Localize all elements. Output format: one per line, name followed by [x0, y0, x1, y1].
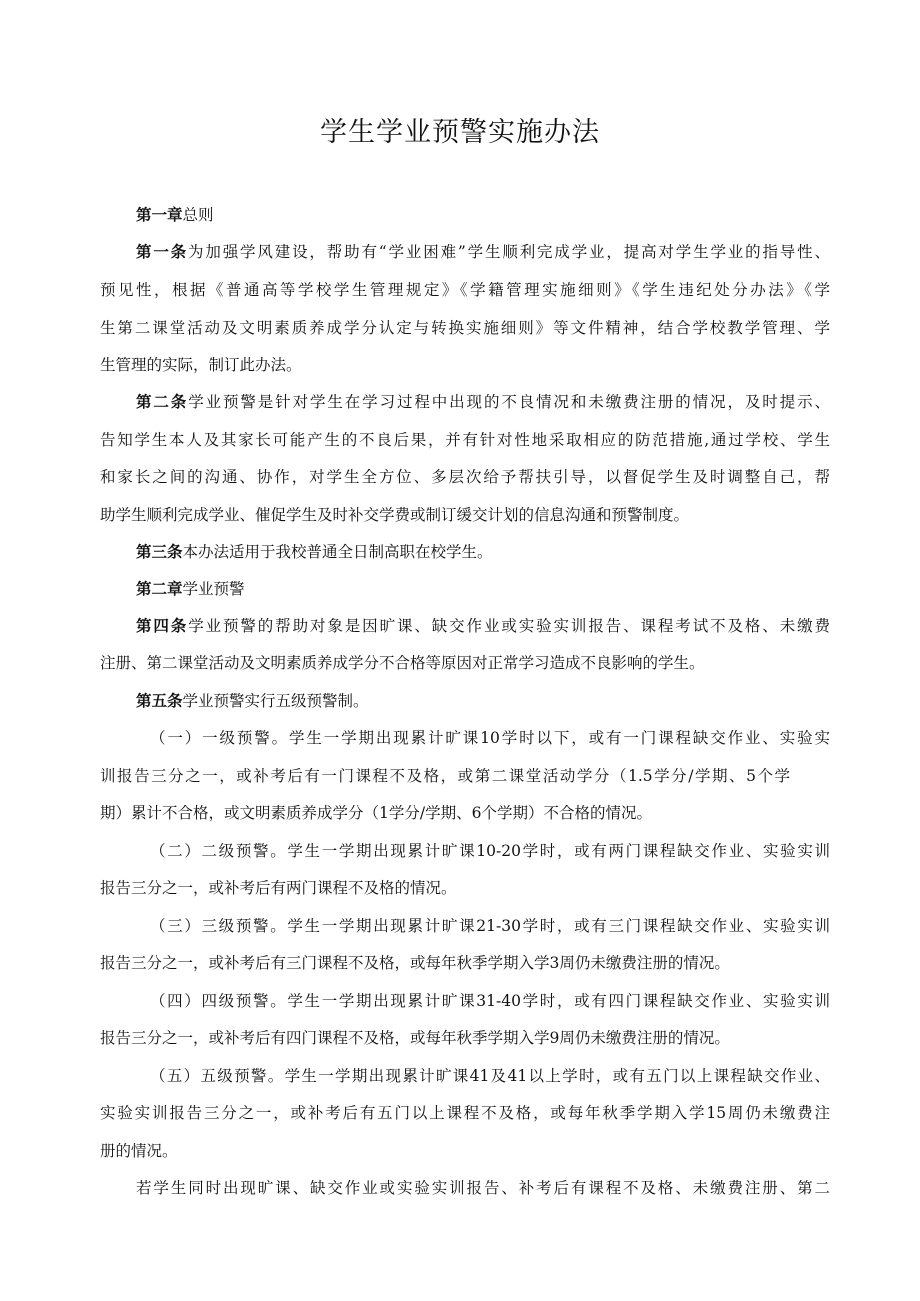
warning-level-line: 报告三分之一，或补考后有三门课程不及格，或每年秋季学期入学3周仍未缴费注册的情况。: [100, 954, 730, 972]
warning-level-line: （一）一级预警。学生一学期出现累计旷课10学时以下，或有一门课程缺交作业、实验实: [150, 729, 830, 747]
chapter-heading: [100, 579, 830, 599]
article-label: 第四条: [136, 616, 189, 635]
paragraph-line: 助学生顺利完成学业、催促学生及时补交学费或制订缓交计划的信息沟通和预警制度。: [100, 506, 690, 524]
warning-level-line: （二）二级预警。学生一学期出现累计旷课10-20学时，或有两门课程缺交作业、实验实训: [150, 842, 830, 860]
paragraph-line: 生第二课堂活动及文明素质养成学分认定与转换实施细则》等文件精神，结合学校教学管理、学: [100, 319, 830, 337]
warning-level-line: （四）四级预警。学生一学期出现累计旷课31-40学时，或有四门课程缺交作业、实验实训: [150, 992, 830, 1010]
paragraph-text: 学业预警是针对学生在学习过程中出现的不良情况和未缴费注册的情况，及时提示、: [188, 393, 830, 411]
paragraph-line: 注册、第二课堂活动及文明素质养成学分不合格等原因对正常学习造成不良影响的学生。: [100, 654, 705, 672]
article-label: 第五条: [136, 691, 183, 710]
chapter-label: 第二章: [136, 579, 183, 598]
article-label: 第二条: [136, 392, 189, 411]
paragraph-line: 告知学生本人及其家长可能产生的不良后果，并有针对性地采取相应的防范措施,通过学校、学生: [100, 431, 830, 449]
warning-level-line: 报告三分之一，或补考后有四门课程不及格，或每年秋季学期入学9周仍未缴费注册的情况。: [100, 1029, 730, 1047]
warning-level-line: 实验实训报告三分之一，或补考后有五门以上课程不及格，或每年秋季学期入学15周仍未缴费注: [100, 1104, 830, 1122]
article-paragraph-line: [100, 392, 830, 412]
article-paragraph-line: [100, 616, 830, 636]
article-paragraph-line: [100, 542, 830, 562]
paragraph-line: 生管理的实际，制订此办法。: [100, 356, 302, 374]
warning-level-line: 训报告三分之一，或补考后有一门课程不及格，或第二课堂活动学分（1.5学分/学期、5个学: [100, 767, 790, 785]
closing-paragraph-line: 若学生同时出现旷课、缺交作业或实验实训报告、补考后有课程不及格、未缴费注册、第二: [136, 1179, 830, 1197]
article-label: 第一条: [136, 242, 189, 261]
warning-level-line: 册的情况。: [100, 1142, 178, 1160]
chapter-label: 第一章: [136, 205, 183, 224]
paragraph-line: 和家长之间的沟通、协作，对学生全方位、多层次给予帮扶引导，以督促学生及时调整自己，帮: [100, 468, 830, 486]
paragraph-text: 学业预警实行五级预警制。: [182, 692, 369, 710]
document-title: 学生学业预警实施办法: [320, 117, 600, 148]
article-paragraph-line: [100, 691, 830, 711]
article-label: 第三条: [136, 542, 183, 561]
warning-level-line: （三）三级预警。学生一学期出现累计旷课21-30学时，或有三门课程缺交作业、实验实训: [150, 917, 830, 935]
chapter-name: 总则: [182, 206, 214, 224]
paragraph-text: 为加强学风建设，帮助有“学业困难”学生顺利完成学业，提高对学生学业的指导性、: [188, 243, 830, 261]
warning-level-line: 报告三分之一，或补考后有两门课程不及格的情况。: [100, 879, 457, 897]
paragraph-line: 预见性，根据《普通高等学校学生管理规定》《学籍管理实施细则》《学生违纪处分办法》《学: [100, 281, 830, 299]
chapter-name: 学业预警: [182, 580, 245, 598]
article-paragraph-line: [100, 242, 830, 262]
chapter-heading: [100, 205, 830, 225]
paragraph-text: 本办法适用于我校普通全日制高职在校学生。: [182, 543, 493, 561]
paragraph-text: 学业预警的帮助对象是因旷课、缺交作业或实验实训报告、课程考试不及格、未缴费: [188, 617, 830, 635]
warning-level-line: （五）五级预警。学生一学期出现累计旷课41及41以上学时，或有五门以上课程缺交作业、: [150, 1067, 830, 1085]
warning-level-line: 期）累计不合格，或文明素质养成学分（1学分/学期、6个学期）不合格的情况。: [100, 804, 652, 822]
